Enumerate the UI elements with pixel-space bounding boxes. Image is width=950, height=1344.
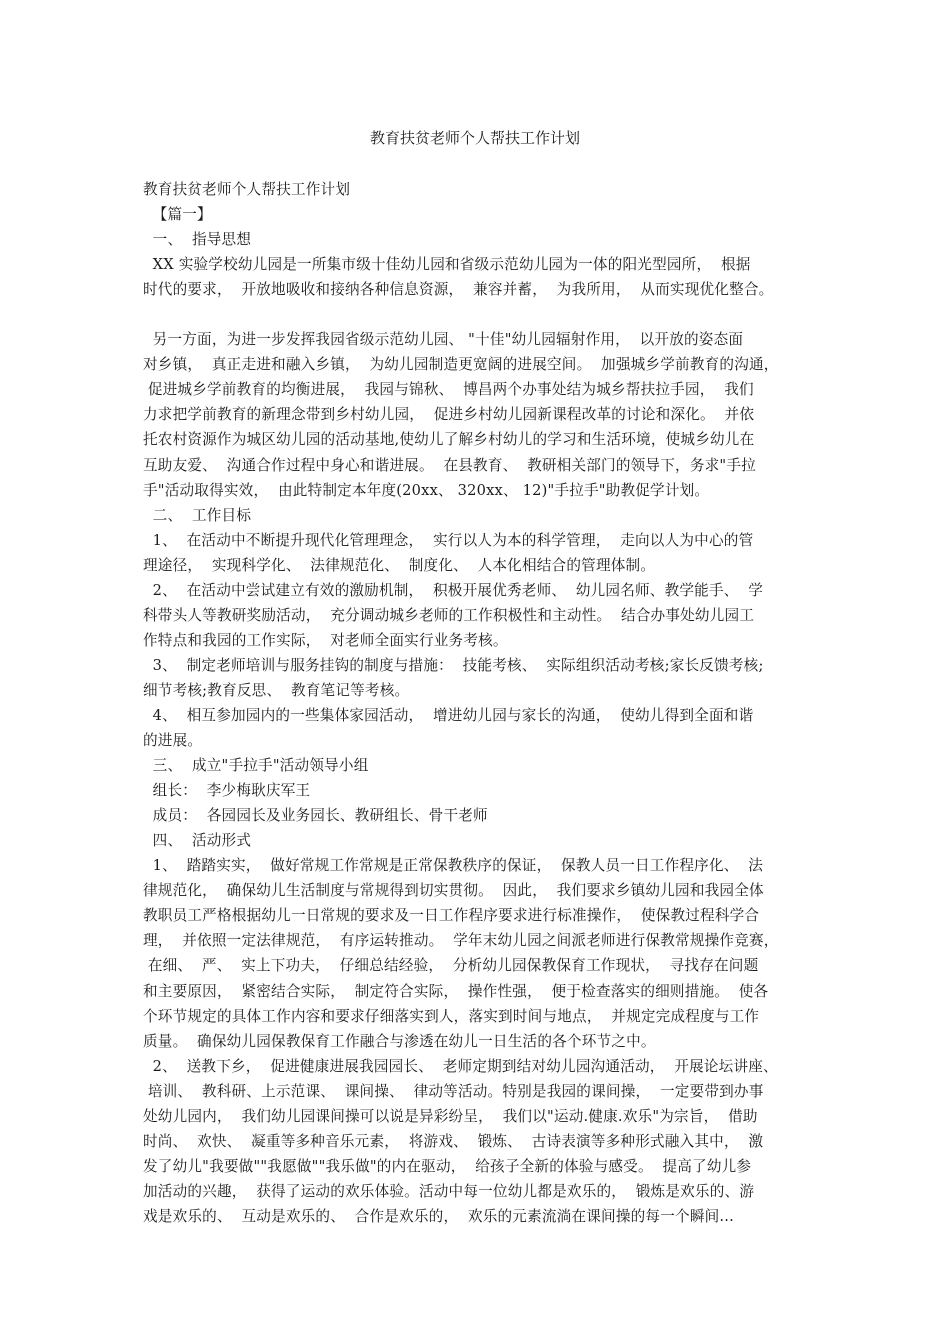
document-body bbox=[143, 177, 823, 1229]
document-line: 2、 在活动中尝试建立有效的激励机制， 积极开展优秀老师、 幼儿园名师、教学能手、 学 bbox=[143, 581, 764, 599]
document-line: 和主要原因， 紧密结合实际， 制定符合实际， 操作性强， 便于检查落实的细则措施。 使各 bbox=[143, 982, 769, 1000]
document-line: 组长： 李少梅耿庆军王 bbox=[143, 782, 311, 800]
document-line: 科带头人等教研奖励活动， 充分调动城乡老师的工作积极性和主动性。 结合办事处幼儿园工 bbox=[143, 606, 755, 624]
document-line: 加活动的兴趣， 获得了运动的欢乐体验。活动中每一位幼儿都是欢乐的， 锻炼是欢乐的、游 bbox=[143, 1182, 755, 1200]
document-line: XX 实验学校幼儿园是一所集市级十佳幼儿园和省级示范幼儿园为一体的阳光型园所， 根据 bbox=[143, 256, 751, 274]
document-line: 1、 踏踏实实， 做好常规工作常规是正常保教秩序的保证， 保教人员一日工作程序化、 法 bbox=[143, 857, 764, 875]
document-line: 理途径， 实现科学化、 法律规范化、 制度化、 人本化相结合的管理体制。 bbox=[143, 556, 656, 574]
document-line: 2、 送教下乡， 促进健康进展我园园长、 老师定期到结对幼儿园沟通活动， 开展论坛讲座、 bbox=[143, 1057, 778, 1075]
document-line: 教育扶贫老师个人帮扶工作计划 bbox=[143, 181, 351, 198]
document-line: 对乡镇， 真正走进和融入乡镇， 为幼儿园制造更宽阔的进展空间。 加强城乡学前教育的沟通， bbox=[143, 356, 779, 374]
document-line: 手"活动取得实效， 由此特制定本年度(20xx、 320xx、 12)"手拉手"助教促学计划。 bbox=[143, 481, 710, 499]
document-line: 二、 工作目标 bbox=[143, 506, 252, 524]
document-line: 4、 相互参加园内的一些集体家园活动， 增进幼儿园与家长的沟通， 使幼儿得到全面和谐 bbox=[143, 706, 754, 724]
document-title: 教育扶贫老师个人帮扶工作计划 bbox=[369, 129, 580, 147]
document-line: 成员： 各园园长及业务园长、教研组长、骨干老师 bbox=[143, 807, 488, 825]
document-line: 细节考核;教育反思、 教育笔记等考核。 bbox=[143, 681, 410, 699]
document-line: 质量。 确保幼儿园保教保育工作融合与渗透在幼儿一日生活的各个环节之中。 bbox=[143, 1032, 656, 1050]
document-line: 托农村资源作为城区幼儿园的活动基地,使幼儿了解乡村幼儿的学习和生活环境，使城乡幼儿在 bbox=[143, 431, 755, 449]
document-line: 作特点和我园的工作实际， 对老师全面实行业务考核。 bbox=[143, 631, 508, 649]
document-line bbox=[143, 302, 823, 327]
document-line: 力求把学前教育的新理念带到乡村幼儿园， 促进乡村幼儿园新课程改革的讨论和深化。 并依 bbox=[143, 406, 755, 424]
document-line: 教职员工严格根据幼儿一日常规的要求及一日工作程序要求进行标准操作， 使保教过程科学合 bbox=[143, 907, 760, 925]
document-line: 时尚、 欢快、 凝重等多种音乐元素， 将游戏、 锻炼、 古诗表演等多种形式融入其中， 激 bbox=[143, 1132, 764, 1150]
document-line: 在细、 严、 实上下功夫， 仔细总结经验， 分析幼儿园保教保育工作现状， 寻找存在问题 bbox=[143, 957, 759, 975]
document-line: 三、 成立"手拉手"活动领导小组 bbox=[143, 757, 369, 775]
document-line: 【篇一】 bbox=[143, 206, 212, 224]
document-line: 促进城乡学前教育的均衡进展， 我园与锦秋、 博昌两个办事处结为城乡帮扶拉手园， 我们 bbox=[143, 381, 754, 399]
document-line: 培训、 教科研、上示范课、 课间操、 律动等活动。特别是我园的课间操， 一定要带到办事 bbox=[143, 1082, 764, 1100]
document-line: 个环节规定的具体工作内容和要求仔细落实到人，落实到时间与地点， 并规定完成程度与工作 bbox=[143, 1007, 760, 1025]
document-line: 理， 并依照一定法律规范， 有序运转推动。 学年末幼儿园之间派老师进行保教常规操作竞赛， bbox=[143, 932, 779, 950]
document-line: 时代的要求， 开放地吸收和接纳各种信息资源， 兼容并蓄， 为我所用， 从而实现优化整合。 bbox=[143, 281, 774, 299]
document-line: 一、 指导思想 bbox=[143, 231, 252, 249]
document-line: 1、 在活动中不断提升现代化管理理念， 实行以人为本的科学管理， 走向以人为中心的管 bbox=[143, 531, 754, 549]
document-line: 发了幼儿"我要做""我愿做""我乐做"的内在驱动， 给孩子全新的体验与感受。 提高了幼儿参 bbox=[143, 1157, 752, 1175]
document-line: 律规范化， 确保幼儿生活制度与常规得到切实贯彻。 因此， 我们要求乡镇幼儿园和我园全体 bbox=[143, 882, 764, 900]
document-line: 戏是欢乐的、 互动是欢乐的、 合作是欢乐的， 欢乐的元素流淌在课间操的每一个瞬间... bbox=[143, 1207, 734, 1225]
document-line: 四、 活动形式 bbox=[143, 832, 252, 850]
document-line: 处幼儿园内， 我们幼儿园课间操可以说是异彩纷呈， 我们以"运动.健康.欢乐"为宗旨， 借助 bbox=[143, 1107, 758, 1125]
document-line: 互助友爱、 沟通合作过程中身心和谐进展。 在县教育、 教研相关部门的领导下，务求"手拉 bbox=[143, 456, 756, 474]
document-line: 另一方面，为进一步发挥我园省级示范幼儿园、 "十佳"幼儿园辐射作用， 以开放的姿态面 bbox=[143, 331, 744, 349]
document-line: 3、 制定老师培训与服务挂钩的制度与措施： 技能考核、 实际组织活动考核;家长反馈考核; bbox=[143, 656, 764, 674]
document-line: 的进展。 bbox=[143, 732, 203, 750]
